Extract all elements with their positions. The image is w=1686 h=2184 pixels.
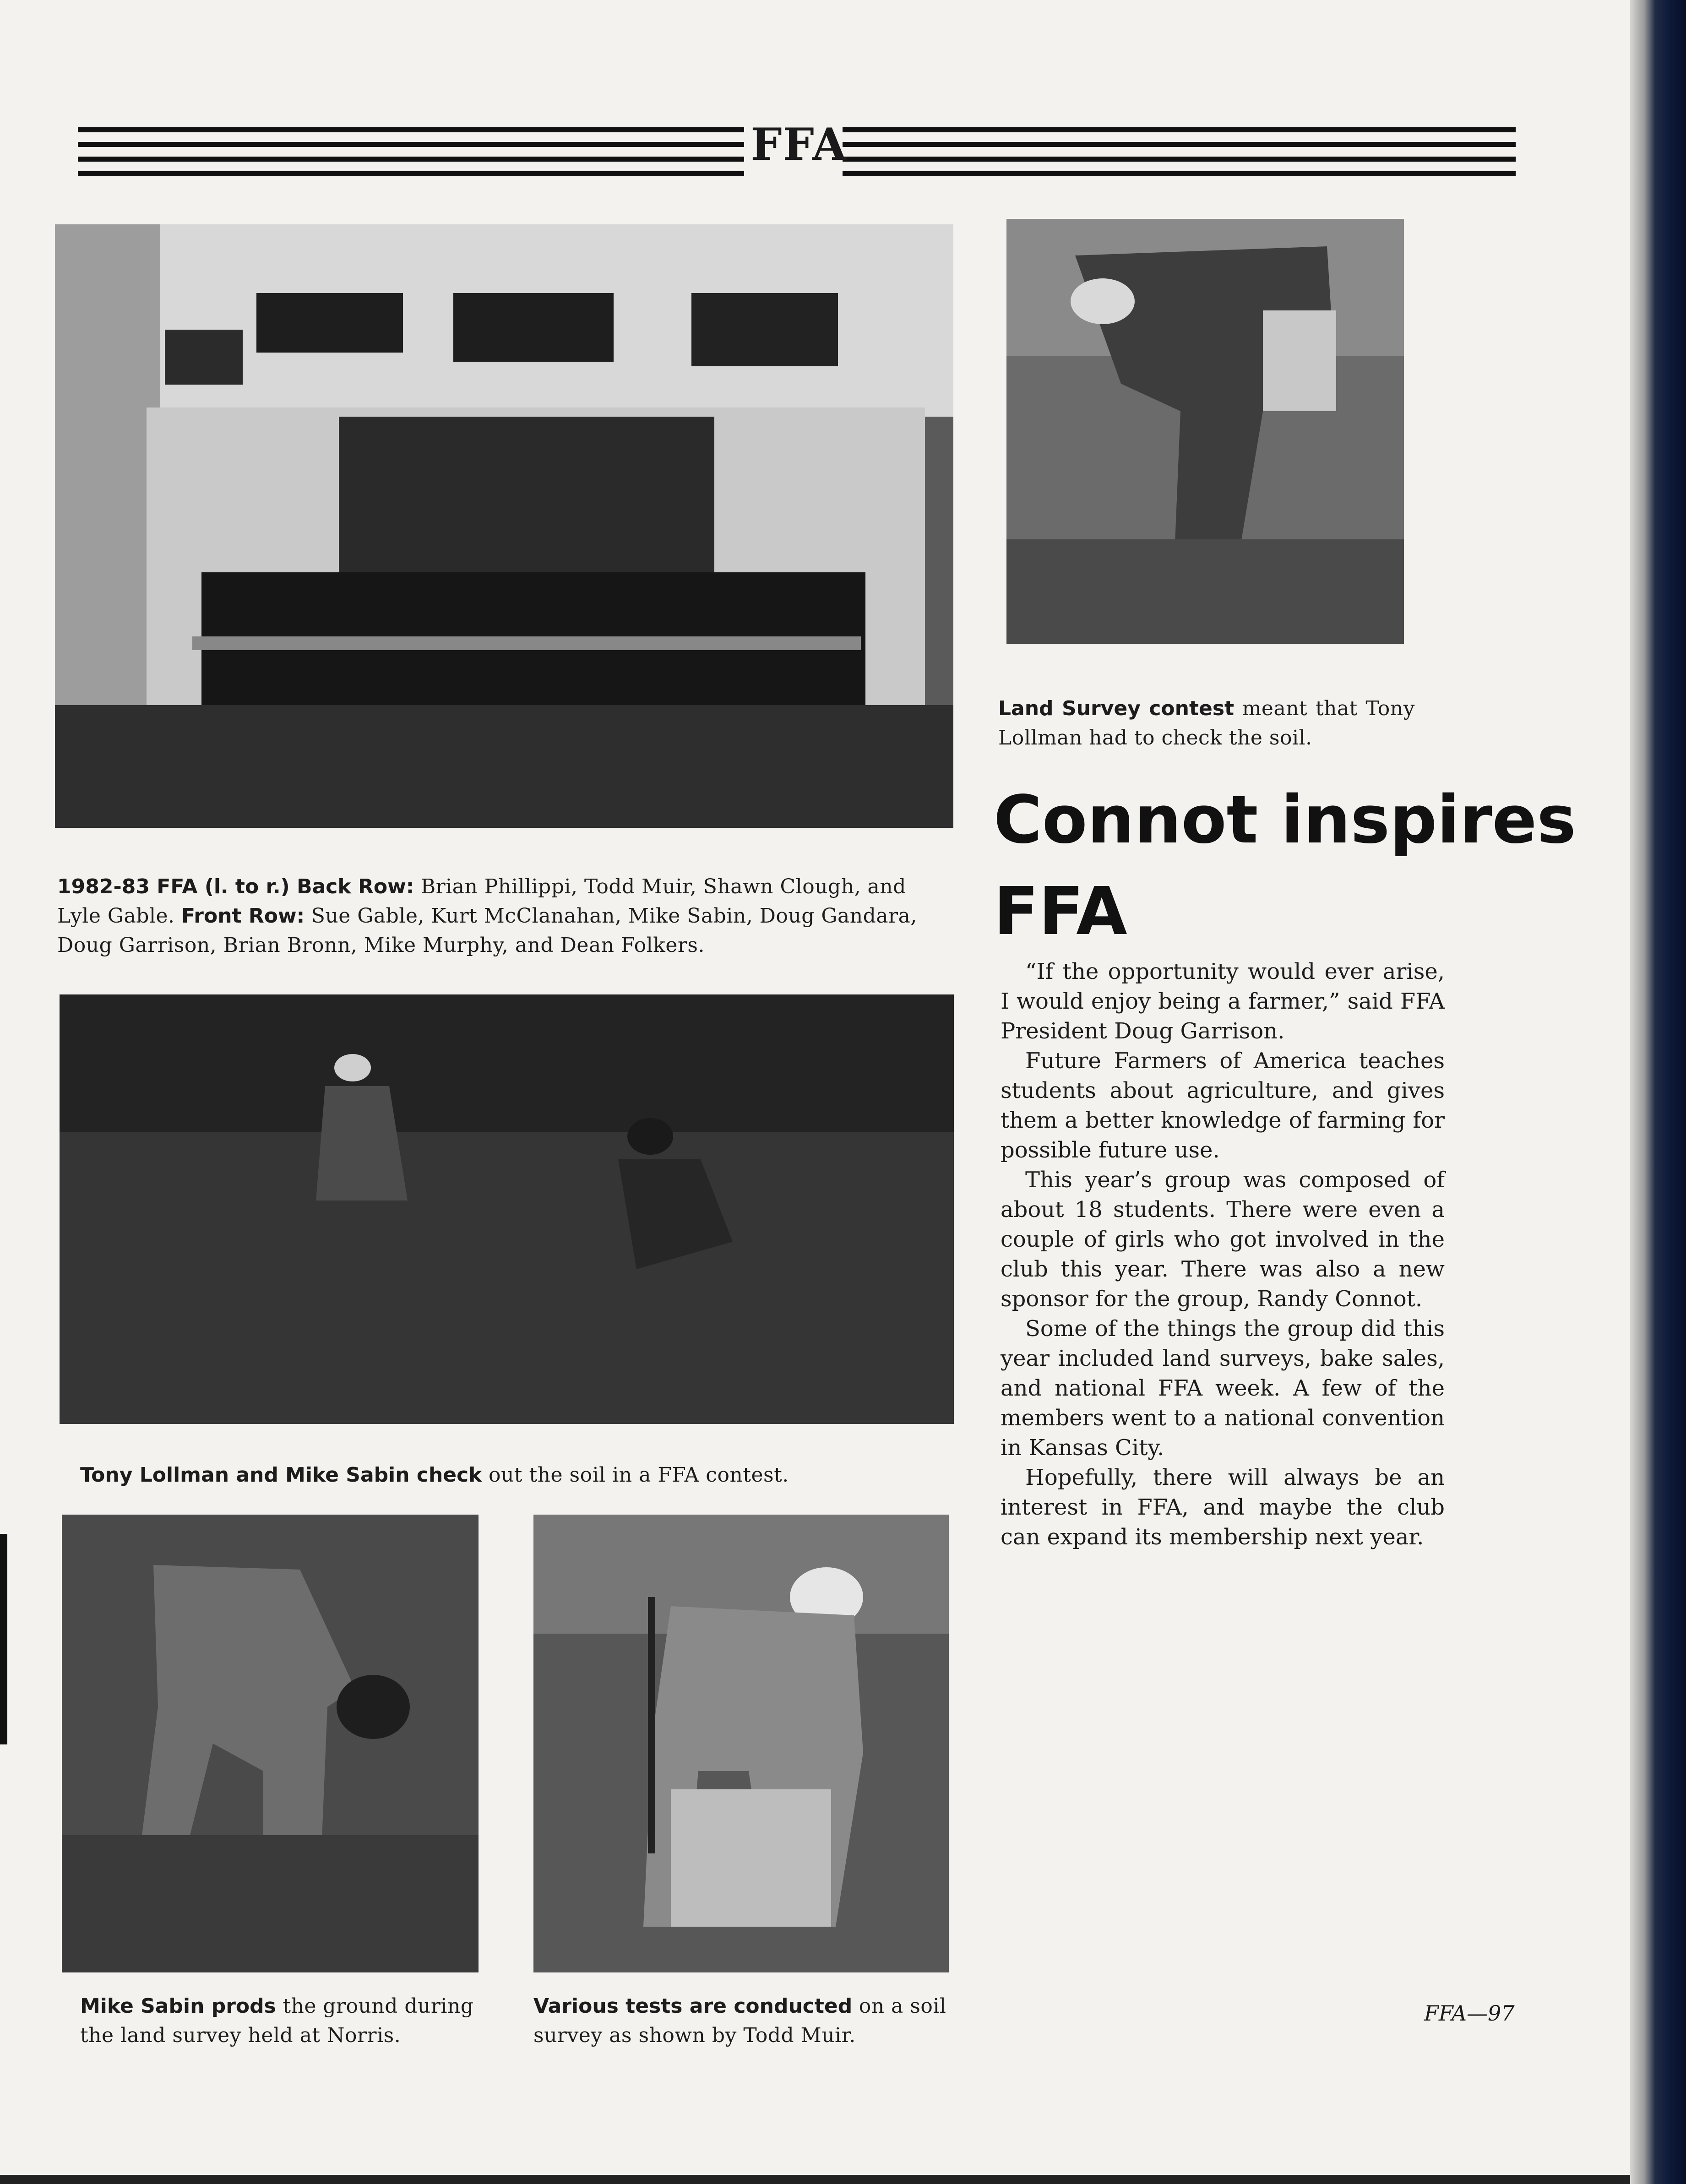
mike-sabin-caption bbox=[80, 1992, 479, 2050]
page-number: FFA—97 bbox=[1424, 2001, 1515, 2026]
mike-sabin-caption-bold: Mike Sabin prods bbox=[80, 1994, 276, 2018]
field-contest-caption-text: out the soil in a FFA contest. bbox=[482, 1463, 789, 1487]
todd-muir-photo bbox=[533, 1515, 949, 1972]
article-paragraph: This year’s group was composed of about 18 students. There were even a couple of girls who got involved in the club this year. There was also a new sponsor for the group, Randy Connot. bbox=[1001, 1167, 1445, 1312]
field-contest-photo bbox=[60, 994, 954, 1424]
field-contest-caption bbox=[80, 1461, 950, 1490]
todd-muir-caption-text: on a soil survey as shown by Todd Muir. bbox=[533, 1994, 946, 2047]
section-title: FFA bbox=[751, 119, 848, 170]
article-paragraph: Some of the things the group did this year included land surveys, bake sales, and national FFA week. A few of the members went to a national convention in Kansas City. bbox=[1001, 1316, 1445, 1461]
todd-muir-caption bbox=[533, 1992, 955, 2050]
field-contest-caption-bold: Tony Lollman and Mike Sabin check bbox=[80, 1463, 482, 1487]
bottom-edge-line bbox=[0, 2175, 1630, 2184]
group-caption-text-2: Sue Gable, Kurt McClanahan, Mike Sabin, Doug Gandara, Doug Garrison, Brian Bronn, Mike Murphy, and Dean Folkers. bbox=[57, 904, 917, 957]
land-survey-caption-text: meant that Tony Lollman had to check the soil. bbox=[998, 697, 1415, 750]
group-photo bbox=[55, 224, 953, 828]
page-edge-shadow bbox=[1630, 0, 1686, 2184]
group-caption-bold-1: 1982-83 FFA (l. to r.) Back Row: bbox=[57, 875, 414, 898]
article-body bbox=[1001, 957, 1445, 1552]
land-survey-photo bbox=[1006, 219, 1404, 644]
article-paragraph: “If the opportunity would ever arise, I would enjoy being a farmer,” said FFA President Doug Garrison. bbox=[1001, 959, 1445, 1044]
article-paragraph: Hopefully, there will always be an interest in FFA, and maybe the club can expand its membership next year. bbox=[1001, 1465, 1445, 1550]
group-caption-bold-2: Front Row: bbox=[181, 904, 305, 928]
todd-muir-caption-bold: Various tests are conducted bbox=[533, 1994, 853, 2018]
article-headline: Connot inspires FFA bbox=[994, 781, 1576, 950]
group-photo-caption bbox=[57, 872, 955, 960]
mike-sabin-caption-text: the ground during the land survey held at Norris. bbox=[80, 1994, 474, 2047]
land-survey-caption-bold: Land Survey contest bbox=[998, 697, 1235, 720]
land-survey-caption bbox=[998, 694, 1415, 753]
article-paragraph: Future Farmers of America teaches students about agriculture, and gives them a better knowledge of farming for possible future use. bbox=[1001, 1048, 1445, 1163]
group-caption-text-1: Brian Phillippi, Todd Muir, Shawn Clough, and Lyle Gable. bbox=[57, 875, 906, 928]
mike-sabin-photo bbox=[62, 1515, 479, 1972]
left-edge-mark bbox=[0, 1534, 7, 1744]
